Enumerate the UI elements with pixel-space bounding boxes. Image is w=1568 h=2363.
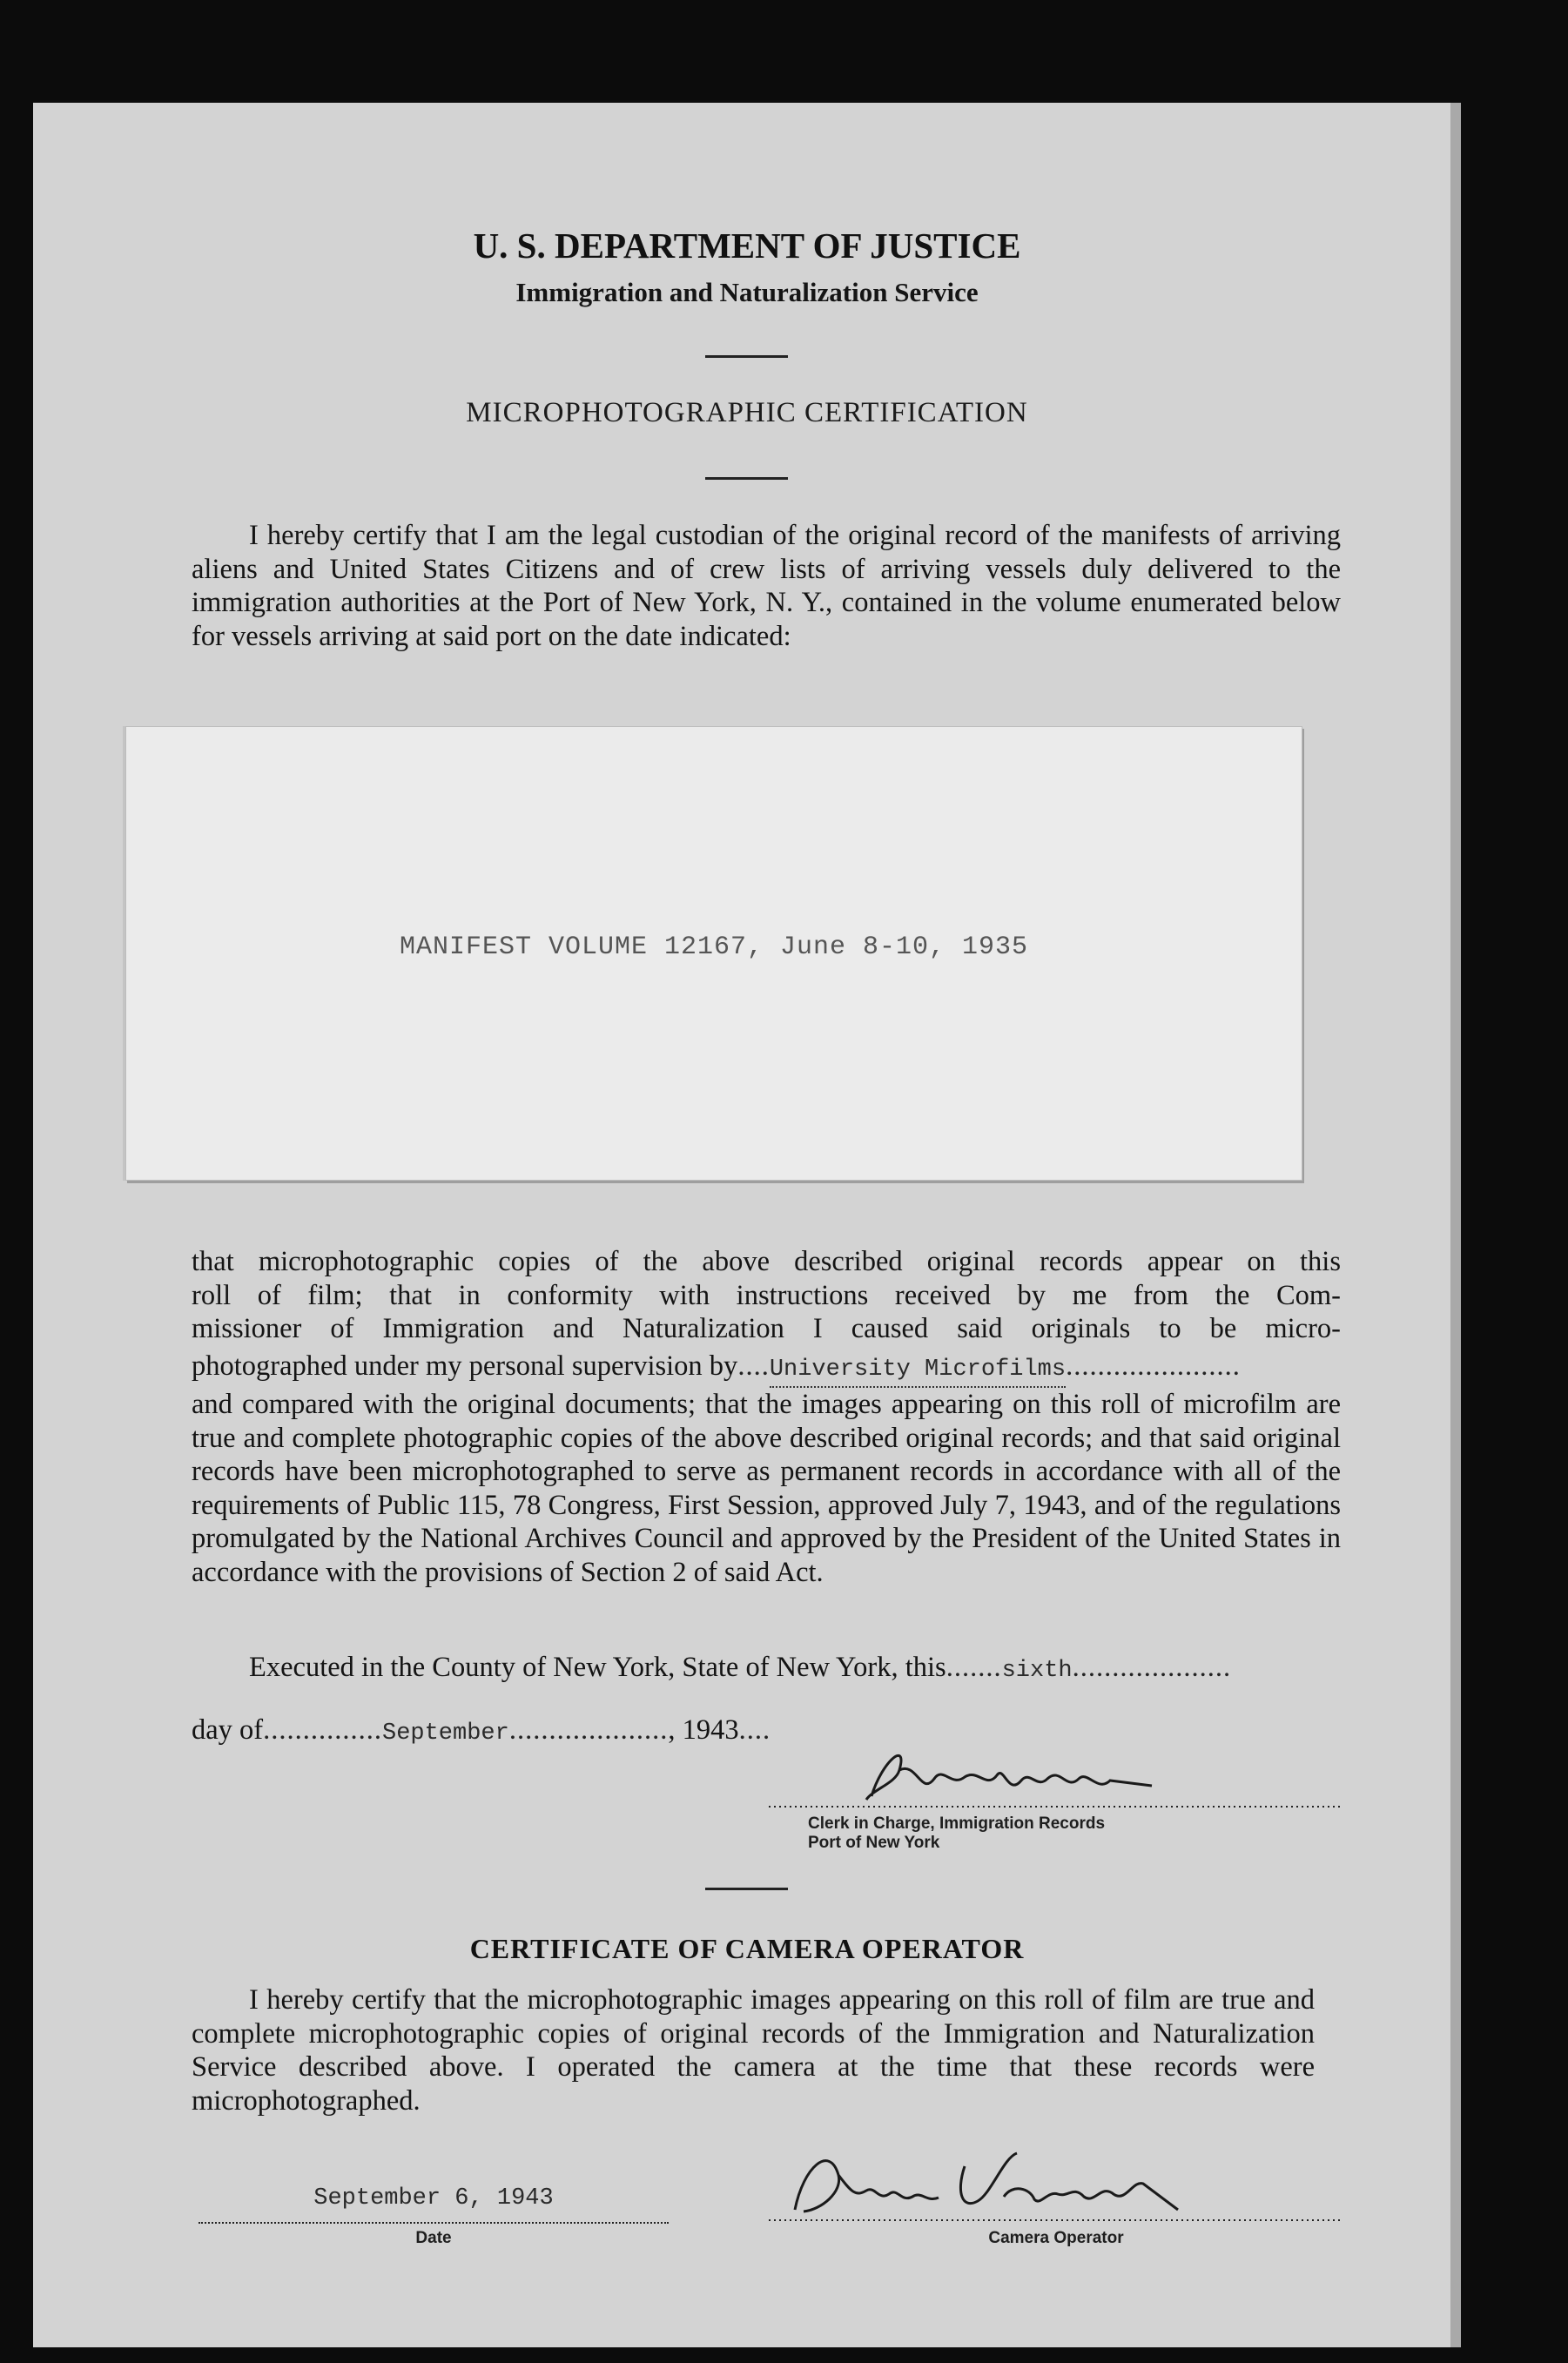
month-leader: ............... (263, 1714, 382, 1746)
divider-bottom (705, 1888, 788, 1890)
supervisor-name: University Microfilms (770, 1353, 1066, 1389)
certification-body (192, 1245, 1341, 1589)
certification-title: MICROPHOTOGRAPHIC CERTIFICATION (466, 397, 1028, 428)
year-leader: .... (738, 1714, 771, 1746)
body-line-4 (192, 1350, 1341, 1389)
divider-middle (705, 477, 788, 480)
day-of-label: day of (192, 1714, 264, 1746)
supervision-prefix: photographed under my personal supervision by (192, 1350, 738, 1382)
executed-prefix: Executed in the County of New York, State of New York, this (249, 1652, 946, 1683)
month-leader-end: .................... (508, 1714, 669, 1746)
body-line-3: missioner of Immigration and Naturalization I caused said originals to be micro- (192, 1313, 1341, 1344)
clerk-signature (769, 1735, 1343, 1815)
supervisor-leader-end: ...................... (1066, 1350, 1241, 1382)
document-page (33, 103, 1461, 2347)
body-line-2: roll of film; that in conformity with instructions received by me from the Com- (192, 1279, 1341, 1311)
camera-date-value: September 6, 1943 (313, 2185, 554, 2212)
clerk-title-line-1: Clerk in Charge, Immigration Records (808, 1814, 1106, 1833)
executed-day: sixth (1001, 1658, 1073, 1684)
body-rest: and compared with the original documents; that the images appearing on this roll of microfilm are true and complete photographic copies of the above described original records; and that said original records have been microphotographed to serve as permanent records in accordance with all of the requirements of Public 115, 78 Congress, First Session, approved July 7, 1943, and of the regulations promulgated by the National Archives Council and approved by the President of the United States in accordance with the provisions of Section 2 of said Act. (192, 1389, 1341, 1588)
intro-paragraph: I hereby certify that I am the legal custodian of the original record of the manifests of arriving aliens and United States Citizens and of crew lists of arriving vessels duly delivered to the immigration authorities at the Port of New York, N. Y., contained in the volume enumerated below for vessels arriving at said port on the date indicated: (192, 520, 1341, 652)
clerk-title (808, 1814, 1105, 1853)
camera-operator-label: Camera Operator (988, 2229, 1124, 2247)
executed-line (192, 1651, 1341, 1688)
executed-year: , 1943 (668, 1714, 739, 1746)
executed-month: September (382, 1720, 509, 1747)
clerk-signature-block (769, 1735, 1343, 1815)
service-subtitle: Immigration and Naturalization Service (515, 277, 979, 307)
executed-leader: ....... (946, 1652, 1002, 1683)
executed-leader-end: .................... (1072, 1652, 1232, 1683)
supervisor-leader: .... (737, 1350, 770, 1382)
department-title: U. S. DEPARTMENT OF JUSTICE (473, 226, 1021, 266)
volume-slip (125, 726, 1302, 1181)
camera-statement: I hereby certify that the microphotographic images appearing on this roll of film are true and complete microphotographic copies of original records of the Immigration and Naturalization Service described above. I operated the camera at the time that these records were microphotographed. (192, 1984, 1315, 2117)
operator-signature-block (769, 2149, 1343, 2224)
operator-signature (769, 2149, 1343, 2224)
camera-date-field (199, 2178, 669, 2224)
day-of-line (192, 1713, 771, 1751)
body-line-1: that microphotographic copies of the above described original records appear on this (192, 1246, 1341, 1277)
camera-date-label: Date (415, 2229, 452, 2247)
divider-top (705, 355, 788, 358)
clerk-title-line-2: Port of New York (808, 1834, 940, 1852)
volume-slip-text: MANIFEST VOLUME 12167, June 8-10, 1935 (399, 932, 1029, 962)
camera-certificate-title: CERTIFICATE OF CAMERA OPERATOR (469, 1933, 1025, 1964)
